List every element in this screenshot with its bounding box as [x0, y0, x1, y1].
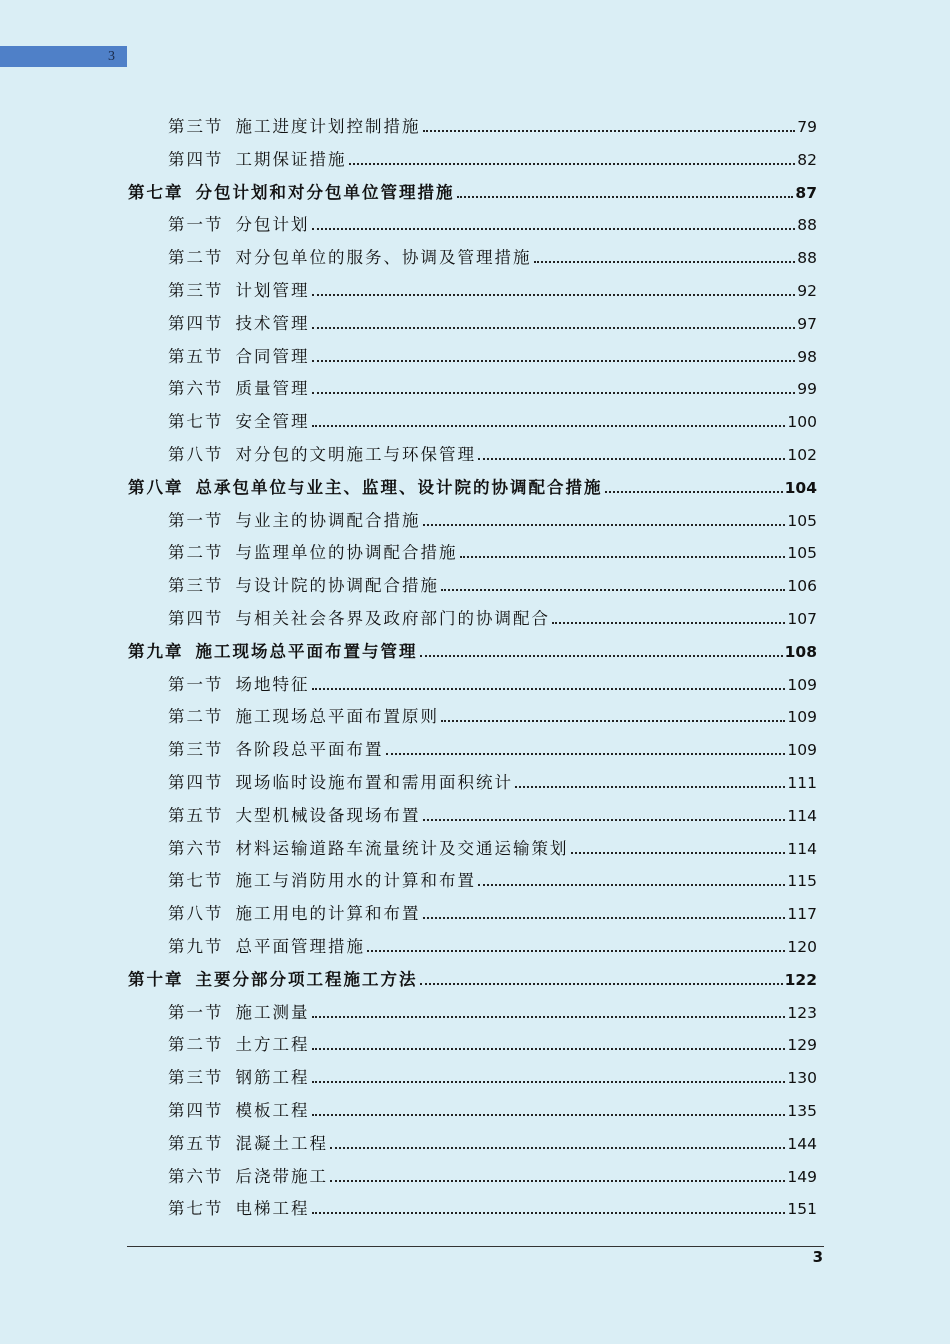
dot-leader [457, 196, 794, 198]
dot-leader [367, 950, 785, 952]
toc-entry-label: 第五节 [168, 346, 224, 366]
toc-entry-title: 施工与消防用水的计算和布置 [235, 871, 476, 891]
toc-entry-label: 第三节 [168, 117, 224, 136]
toc-section-entry[interactable] [168, 1062, 817, 1094]
toc-entry-page: 79 [797, 118, 817, 136]
toc-section-entry[interactable] [168, 997, 817, 1029]
dot-leader [312, 392, 796, 394]
toc-entry-title: 与相关社会各界及政府部门的协调配合 [235, 609, 550, 628]
toc-section-entry[interactable] [168, 439, 817, 471]
toc-section-entry[interactable] [168, 833, 817, 865]
toc-entry-page: 92 [797, 282, 817, 300]
toc-entry-label: 第七节 [168, 871, 224, 891]
toc-entry-page: 102 [787, 446, 817, 464]
dot-leader [312, 360, 796, 362]
toc-entry-title: 钢筋工程 [235, 1068, 310, 1088]
toc-entry-title: 与监理单位的协调配合措施 [235, 543, 458, 563]
dot-leader [330, 1147, 785, 1149]
toc-entry-page: 88 [797, 216, 817, 235]
toc-entry-page: 123 [787, 1003, 817, 1022]
toc-entry-label: 第四节 [168, 1101, 224, 1120]
toc-entry-label: 第八节 [168, 445, 224, 464]
toc-entry-title: 对分包的文明施工与环保管理 [235, 445, 476, 464]
toc-entry-label: 第二节 [168, 1035, 224, 1055]
dot-leader [420, 983, 783, 985]
toc-chapter-entry[interactable] [128, 964, 817, 996]
toc-entry-label: 第一节 [168, 674, 224, 694]
toc-entry-label: 第三节 [168, 281, 224, 300]
footer-page-number: 3 [812, 1248, 823, 1266]
dot-leader [312, 1081, 786, 1083]
toc-entry-title: 施工进度计划控制措施 [235, 117, 421, 136]
toc-section-entry[interactable] [168, 537, 817, 569]
toc-entry-title: 技术管理 [235, 313, 310, 333]
toc-section-entry[interactable] [168, 800, 817, 832]
dot-leader [312, 327, 796, 329]
toc-section-entry[interactable] [168, 373, 817, 405]
toc-entry-page: 114 [787, 806, 817, 825]
toc-entry-title: 总承包单位与业主、监理、设计院的协调配合措施 [195, 477, 603, 497]
toc-entry-title: 模板工程 [235, 1101, 310, 1120]
toc-entry-label: 第二节 [168, 248, 224, 268]
toc-section-entry[interactable] [168, 734, 817, 766]
toc-entry-page: 88 [797, 249, 817, 268]
toc-entry-title: 施工测量 [235, 1002, 310, 1022]
toc-entry-page: 109 [787, 741, 817, 760]
toc-entry-page: 105 [787, 511, 817, 530]
toc-section-entry[interactable] [168, 767, 817, 799]
dot-leader [312, 1016, 786, 1018]
page-number-tab: 3 [0, 46, 127, 67]
toc-entry-page: 106 [787, 577, 817, 596]
toc-entry-title: 混凝土工程 [235, 1133, 328, 1153]
toc-entry-label: 第一节 [168, 1002, 224, 1022]
toc-entry-label: 第三节 [168, 1068, 224, 1088]
toc-entry-title: 分包计划 [235, 215, 310, 235]
toc-entry-page: 97 [797, 314, 817, 333]
toc-entry-title: 大型机械设备现场布置 [235, 805, 421, 825]
toc-section-entry[interactable] [168, 931, 817, 963]
toc-entry-title: 工期保证措施 [235, 149, 347, 169]
toc-entry-label: 第二节 [168, 707, 224, 727]
toc-entry-label: 第十章 [128, 969, 184, 989]
toc-entry-page: 151 [787, 1200, 817, 1219]
toc-entry-label: 第四节 [168, 773, 224, 792]
toc-entry-label: 第七节 [168, 412, 224, 432]
toc-entry-label: 第九节 [168, 937, 224, 956]
toc-entry-title: 质量管理 [235, 379, 310, 399]
toc-entry-title: 场地特征 [235, 674, 310, 694]
toc-entry-label: 第五节 [168, 1133, 224, 1153]
toc-section-entry[interactable] [168, 1095, 817, 1127]
dot-leader [312, 425, 786, 427]
toc-section-entry[interactable] [168, 111, 817, 143]
toc-entry-label: 第三节 [168, 740, 224, 760]
toc-entry-page: 130 [787, 1069, 817, 1088]
toc-entry-label: 第五节 [168, 805, 224, 825]
toc-entry-page: 114 [787, 839, 817, 858]
toc-entry-page: 107 [787, 610, 817, 628]
toc-entry-page: 149 [787, 1167, 817, 1186]
dot-leader [423, 130, 796, 132]
toc-entry-title: 后浇带施工 [235, 1166, 328, 1186]
dot-leader [441, 589, 785, 591]
dot-leader [605, 491, 783, 493]
toc-entry-page: 108 [784, 642, 817, 661]
toc-entry-page: 109 [787, 675, 817, 694]
toc-entry-title: 各阶段总平面布置 [235, 740, 384, 760]
toc-entry-label: 第三节 [168, 576, 224, 596]
toc-entry-page: 98 [797, 347, 817, 366]
dot-leader [478, 884, 785, 886]
dot-leader [478, 458, 785, 460]
dot-leader [571, 852, 786, 854]
toc-entry-title: 与业主的协调配合措施 [235, 510, 421, 530]
toc-section-entry[interactable] [168, 603, 817, 635]
toc-entry-title: 计划管理 [235, 281, 310, 300]
dot-leader [534, 261, 796, 263]
toc-entry-label: 第四节 [168, 313, 224, 333]
dot-leader [420, 655, 783, 657]
toc-entry-label: 第二节 [168, 543, 224, 563]
toc-entry-label: 第六节 [168, 1166, 224, 1186]
toc-entry-title: 施工用电的计算和布置 [235, 904, 421, 924]
toc-entry-page: 120 [787, 938, 817, 956]
dot-leader [386, 753, 786, 755]
toc-entry-label: 第六节 [168, 838, 224, 858]
toc-section-entry[interactable] [168, 898, 817, 930]
toc-entry-title: 施工现场总平面布置与管理 [195, 641, 418, 661]
toc-entry-page: 109 [787, 708, 817, 727]
toc-entry-page: 122 [784, 970, 817, 989]
toc-entry-title: 安全管理 [235, 412, 310, 432]
dot-leader [423, 819, 786, 821]
toc-entry-label: 第八章 [128, 477, 184, 497]
toc-entry-label: 第一节 [168, 510, 224, 530]
toc-entry-label: 第七章 [128, 182, 184, 202]
footer-divider [127, 1246, 824, 1247]
toc-entry-label: 第八节 [168, 904, 224, 924]
toc-entry-page: 104 [784, 478, 817, 497]
dot-leader [423, 524, 786, 526]
dot-leader [312, 1212, 786, 1214]
dot-leader [552, 622, 785, 624]
toc-entry-page: 105 [787, 544, 817, 563]
toc-section-entry[interactable] [168, 701, 817, 733]
toc-section-entry[interactable] [168, 275, 817, 307]
toc-section-entry[interactable] [168, 308, 817, 340]
toc-entry-page: 115 [787, 872, 817, 891]
dot-leader [349, 163, 796, 165]
toc-entry-page: 99 [797, 380, 817, 399]
toc-section-entry[interactable] [168, 865, 817, 897]
toc-entry-page: 82 [797, 150, 817, 169]
toc-section-entry[interactable] [168, 505, 817, 537]
toc-section-entry[interactable] [168, 669, 817, 701]
toc-entry-title: 与设计院的协调配合措施 [235, 576, 439, 596]
toc-entry-title: 电梯工程 [235, 1199, 310, 1219]
toc-section-entry[interactable] [168, 1193, 817, 1225]
toc-section-entry[interactable] [168, 341, 817, 373]
toc-entry-page: 117 [787, 905, 817, 924]
dot-leader [330, 1180, 785, 1182]
toc-entry-title: 合同管理 [235, 346, 310, 366]
toc-chapter-entry[interactable] [128, 472, 817, 504]
toc-section-entry[interactable] [168, 144, 817, 176]
toc-entry-label: 第一节 [168, 215, 224, 235]
toc-entry-label: 第九章 [128, 641, 184, 661]
toc-entry-title: 施工现场总平面布置原则 [235, 707, 439, 727]
toc-entry-label: 第四节 [168, 609, 224, 628]
toc-entry-page: 135 [787, 1102, 817, 1120]
toc-entry-page: 144 [787, 1134, 817, 1153]
dot-leader [312, 1048, 786, 1050]
dot-leader [515, 786, 785, 788]
dot-leader [423, 917, 786, 919]
toc-entry-title: 材料运输道路车流量统计及交通运输策划 [235, 838, 569, 858]
toc-entry-title: 主要分部分项工程施工方法 [195, 969, 418, 989]
toc-section-entry[interactable] [168, 1161, 817, 1193]
toc-section-entry[interactable] [168, 242, 817, 274]
toc-entry-page: 100 [787, 413, 817, 432]
toc-entry-page: 87 [795, 183, 817, 202]
dot-leader [460, 556, 786, 558]
toc-section-entry[interactable] [168, 1029, 817, 1061]
toc-section-entry[interactable] [168, 406, 817, 438]
dot-leader [312, 1114, 786, 1116]
dot-leader [312, 688, 786, 690]
toc-entry-title: 对分包单位的服务、协调及管理措施 [235, 248, 532, 268]
toc-entry-title: 总平面管理措施 [235, 937, 365, 956]
toc-entry-title: 土方工程 [235, 1035, 310, 1055]
dot-leader [312, 228, 796, 230]
toc-chapter-entry[interactable] [128, 177, 817, 209]
toc-entry-title: 现场临时设施布置和需用面积统计 [235, 773, 513, 792]
toc-section-entry[interactable] [168, 1128, 817, 1160]
toc-section-entry[interactable] [168, 209, 817, 241]
toc-section-entry[interactable] [168, 570, 817, 602]
toc-chapter-entry[interactable] [128, 636, 817, 668]
toc-entry-title: 分包计划和对分包单位管理措施 [195, 182, 455, 202]
dot-leader [312, 294, 796, 296]
toc-entry-label: 第七节 [168, 1199, 224, 1219]
toc-entry-page: 111 [787, 774, 817, 792]
dot-leader [441, 720, 785, 722]
toc-entry-page: 129 [787, 1036, 817, 1055]
toc-entry-label: 第六节 [168, 379, 224, 399]
toc-entry-label: 第四节 [168, 149, 224, 169]
